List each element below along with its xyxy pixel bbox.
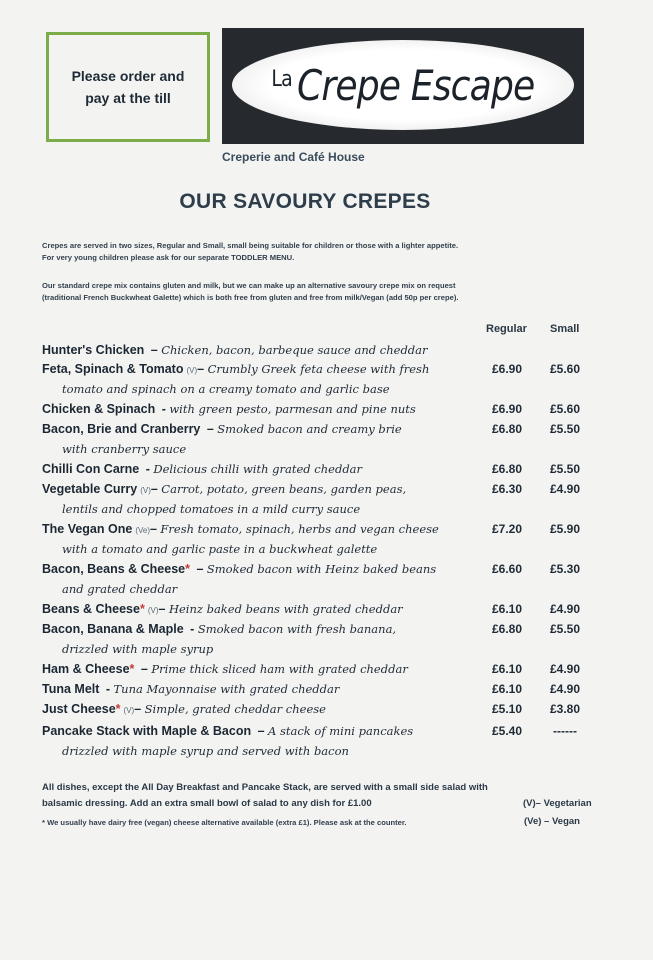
menu-item-name: Bacon, Beans & Cheese (42, 562, 186, 576)
price-small: £4.90 (549, 602, 581, 616)
price-small: ------ (553, 724, 577, 738)
menu-item-line (42, 724, 413, 738)
menu-item-separator: – (197, 362, 208, 376)
intro-line: Crepes are served in two sizes, Regular and Small, small being suitable for children or those with a lighter appetite. (42, 241, 459, 250)
logo-oval (232, 40, 574, 130)
price-small: £5.50 (549, 422, 581, 436)
intro-line: For very young children please ask for our separate TODDLER MENU. (42, 253, 295, 262)
menu-item-dairy-star: * (129, 662, 135, 676)
price-regular: £6.30 (491, 482, 523, 496)
menu-item-separator: – (192, 562, 207, 576)
price-regular: £7.20 (491, 522, 523, 536)
menu-item-separator: – (150, 482, 162, 496)
menu-item-name: Hunter's Chicken (42, 343, 145, 357)
menu-item-name: Beans & Cheese (42, 602, 140, 616)
order-notice-box (46, 32, 210, 142)
menu-item-name: Chilli Con Carne (42, 462, 140, 476)
menu-item-description: Heinz baked beans with grated cheddar (168, 602, 403, 616)
price-small: £4.90 (549, 662, 581, 676)
price-regular: £6.10 (491, 602, 523, 616)
price-small: £5.60 (549, 402, 581, 416)
menu-item-line (42, 482, 406, 496)
menu-item-line (42, 462, 362, 476)
tagline: Creperie and Café House (222, 150, 365, 164)
menu-item-description: Tuna Mayonnaise with grated cheddar (113, 682, 340, 696)
menu-item-diet-mark: (V) (140, 486, 151, 495)
menu-item-dairy-star: * (185, 562, 190, 576)
menu-item-dairy-star: * (139, 602, 145, 616)
price-small: £5.50 (549, 462, 581, 476)
menu-item-name: Just Cheese (42, 702, 116, 716)
menu-item-description: Delicious chilli with grated cheddar (153, 462, 363, 476)
brand-logo (222, 28, 584, 144)
page-heading: OUR SAVOURY CREPES (179, 190, 431, 213)
menu-item-line (42, 662, 408, 676)
price-regular: £5.10 (491, 702, 523, 716)
menu-item-diet-mark: (V) (186, 366, 198, 375)
price-small: £5.50 (549, 622, 581, 636)
menu-item-line (42, 702, 326, 716)
column-header-small: Small (550, 323, 580, 335)
menu-item-description-cont: drizzled with maple syrup (62, 642, 214, 656)
intro-line: (traditional French Buckwheat Galette) which is both free from gluten and free from milk/Vegan (add 50p per crepe). (42, 293, 459, 302)
menu-item-name: Bacon, Banana & Maple (42, 622, 184, 636)
menu-item-diet-mark: (V) (123, 706, 135, 715)
menu-item-separator: – (134, 702, 145, 716)
footer-note-line2: balsamic dressing. Add an extra small bowl of salad to any dish for £1.00 (42, 798, 372, 809)
menu-item-separator: - (186, 622, 198, 636)
menu-item-separator: - (142, 462, 154, 476)
price-small: £5.30 (549, 562, 581, 576)
menu-item-description: Carrot, potato, green beans, garden peas, (161, 482, 407, 496)
menu-item-description: Chicken, bacon, barbeque sauce and cheddar (161, 343, 428, 357)
menu-item-separator: – (254, 724, 269, 738)
menu-item-separator: – (147, 343, 162, 357)
menu-item-description: Prime thick sliced ham with grated cheddar (151, 662, 408, 676)
price-regular: £6.60 (491, 562, 523, 576)
menu-item-description: Smoked bacon with fresh banana, (197, 622, 397, 636)
menu-item-diet-mark: (Ve) (135, 526, 150, 535)
menu-item-line (42, 602, 403, 616)
menu-item-name: Bacon, Brie and Cranberry (42, 422, 201, 436)
menu-item-separator: - (102, 682, 114, 696)
logo-la: La (271, 66, 292, 92)
menu-item-line (42, 622, 396, 636)
legend-vegetarian: (V)– Vegetarian (523, 798, 592, 809)
menu-item-description-cont: lentils and chopped tomatoes in a mild curry sauce (62, 502, 361, 516)
menu-item-diet-mark: (V) (147, 606, 159, 615)
menu-item-description-cont: with cranberry sauce (62, 442, 187, 456)
order-notice-line2: pay at the till (85, 90, 171, 106)
menu-item-description: Smoked bacon and creamy brie (217, 422, 402, 436)
price-regular: £6.90 (491, 362, 523, 376)
menu-item-description: Crumbly Greek feta cheese with fresh (207, 362, 430, 376)
menu-item-description-cont: and grated cheddar (62, 582, 178, 596)
legend-vegan: (Ve) – Vegan (524, 816, 580, 827)
logo-text (271, 61, 534, 110)
menu-item-name: Chicken & Spinach (42, 402, 156, 416)
menu-item-name: Tuna Melt (42, 682, 100, 696)
logo-name: Crepe Escape (297, 60, 535, 110)
price-small: £3.80 (549, 702, 581, 716)
price-small: £4.90 (549, 482, 581, 496)
menu-item-name: Pancake Stack with Maple & Bacon (42, 724, 252, 738)
menu-item-line (42, 422, 402, 436)
menu-item-line (42, 682, 339, 696)
intro-line: Our standard crepe mix contains gluten and milk, but we can make up an alternative savoury crepe mix on request (42, 281, 456, 290)
menu-item-description: A stack of mini pancakes (268, 724, 414, 738)
menu-item-separator: – (158, 602, 169, 616)
order-notice-line1: Please order and (71, 68, 185, 84)
menu-item-description: with green pesto, parmesan and pine nuts (169, 402, 416, 416)
menu-item-separator: – (203, 422, 218, 436)
price-regular: £5.40 (491, 724, 523, 738)
column-header-regular: Regular (486, 323, 527, 335)
menu-item-separator: - (158, 402, 170, 416)
menu-item-description: Fresh tomato, spinach, herbs and vegan cheese (160, 522, 439, 536)
menu-item-line (42, 402, 416, 416)
price-regular: £6.10 (491, 682, 523, 696)
menu-item-description-cont: tomato and spinach on a creamy tomato and garlic base (62, 382, 390, 396)
price-small: £5.90 (549, 522, 581, 536)
menu-item-line (42, 343, 428, 357)
menu-item-name: The Vegan One (42, 522, 133, 536)
menu-item-description: Simple, grated cheddar cheese (144, 702, 326, 716)
menu-item-description-cont: with a tomato and garlic paste in a buckwheat galette (62, 542, 378, 556)
menu-item-line (42, 562, 436, 576)
menu-item-name: Feta, Spinach & Tomato (42, 362, 184, 376)
price-regular: £6.80 (491, 462, 523, 476)
price-regular: £6.80 (491, 622, 523, 636)
price-small: £4.90 (549, 682, 581, 696)
menu-item-separator: – (149, 522, 161, 536)
menu-item-dairy-star: * (115, 702, 121, 716)
menu-item-name: Vegetable Curry (42, 482, 138, 496)
menu-item-line (42, 522, 439, 536)
menu-item-name: Ham & Cheese (42, 662, 130, 676)
price-regular: £6.80 (491, 422, 523, 436)
menu-item-description-cont: drizzled with maple syrup and served with bacon (62, 744, 349, 758)
price-regular: £6.10 (491, 662, 523, 676)
menu-item-separator: – (137, 662, 152, 676)
menu-item-line (42, 362, 429, 376)
footnote-vegan-cheese: * We usually have dairy free (vegan) cheese alternative available (extra £1). Please ask at the counter. (42, 818, 407, 827)
footer-note-line1: All dishes, except the All Day Breakfast and Pancake Stack, are served with a small side salad with (42, 782, 488, 793)
price-small: £5.60 (549, 362, 581, 376)
menu-item-description: Smoked bacon with Heinz baked beans (206, 562, 437, 576)
price-regular: £6.90 (491, 402, 523, 416)
